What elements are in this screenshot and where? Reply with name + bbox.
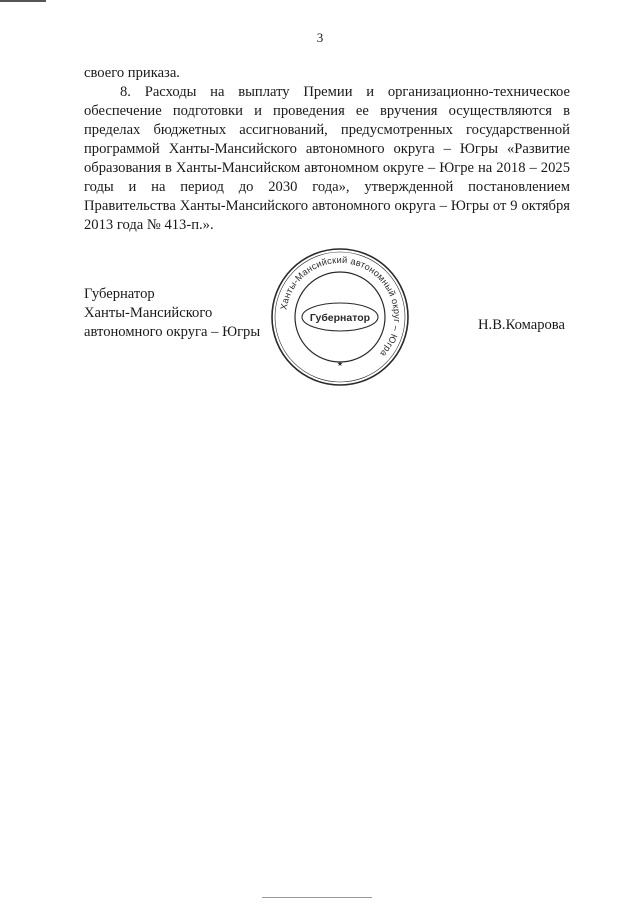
continuation-text: своего приказа. (84, 65, 180, 81)
signatory-title-line-1: Губернатор (84, 286, 155, 302)
scan-artifact-top-left (0, 0, 46, 2)
seal-ring-text: Ханты-Мансийский автономный округ – Югра (278, 254, 403, 359)
page-number: 3 (316, 30, 324, 45)
signatory-title (84, 285, 260, 342)
signatory-title-line-3: автономного округа – Югры (84, 324, 261, 340)
official-seal (268, 245, 412, 389)
seal-graphic (268, 245, 412, 389)
seal-center-text: Губернатор (309, 312, 371, 324)
paragraph-8: 8. Расходы на выплату Премии и организационно-техническое обеспечение подготовки и проведения ее вручения осуществляются в пределах бюджетных ассигнований, предусмотренных государственной программой Ханты-Мансийского автономного округа – Югры «Развитие образования в Ханты-Мансийском автономном округе – Югре на 2018 – 2025 годы и на период до 2030 года», утвержденной постановлением Правительства Ханты-Мансийского автономного округа – Югры от 9 октября 2013 года № 413-п.». (84, 84, 570, 233)
signatory-name: Н.В.Комарова (478, 317, 565, 333)
document-body (84, 64, 570, 235)
signatory-title-line-2: Ханты-Мансийского (84, 305, 213, 321)
scan-artifact-bottom (262, 897, 372, 898)
seal-star-icon: ★ (336, 360, 344, 368)
